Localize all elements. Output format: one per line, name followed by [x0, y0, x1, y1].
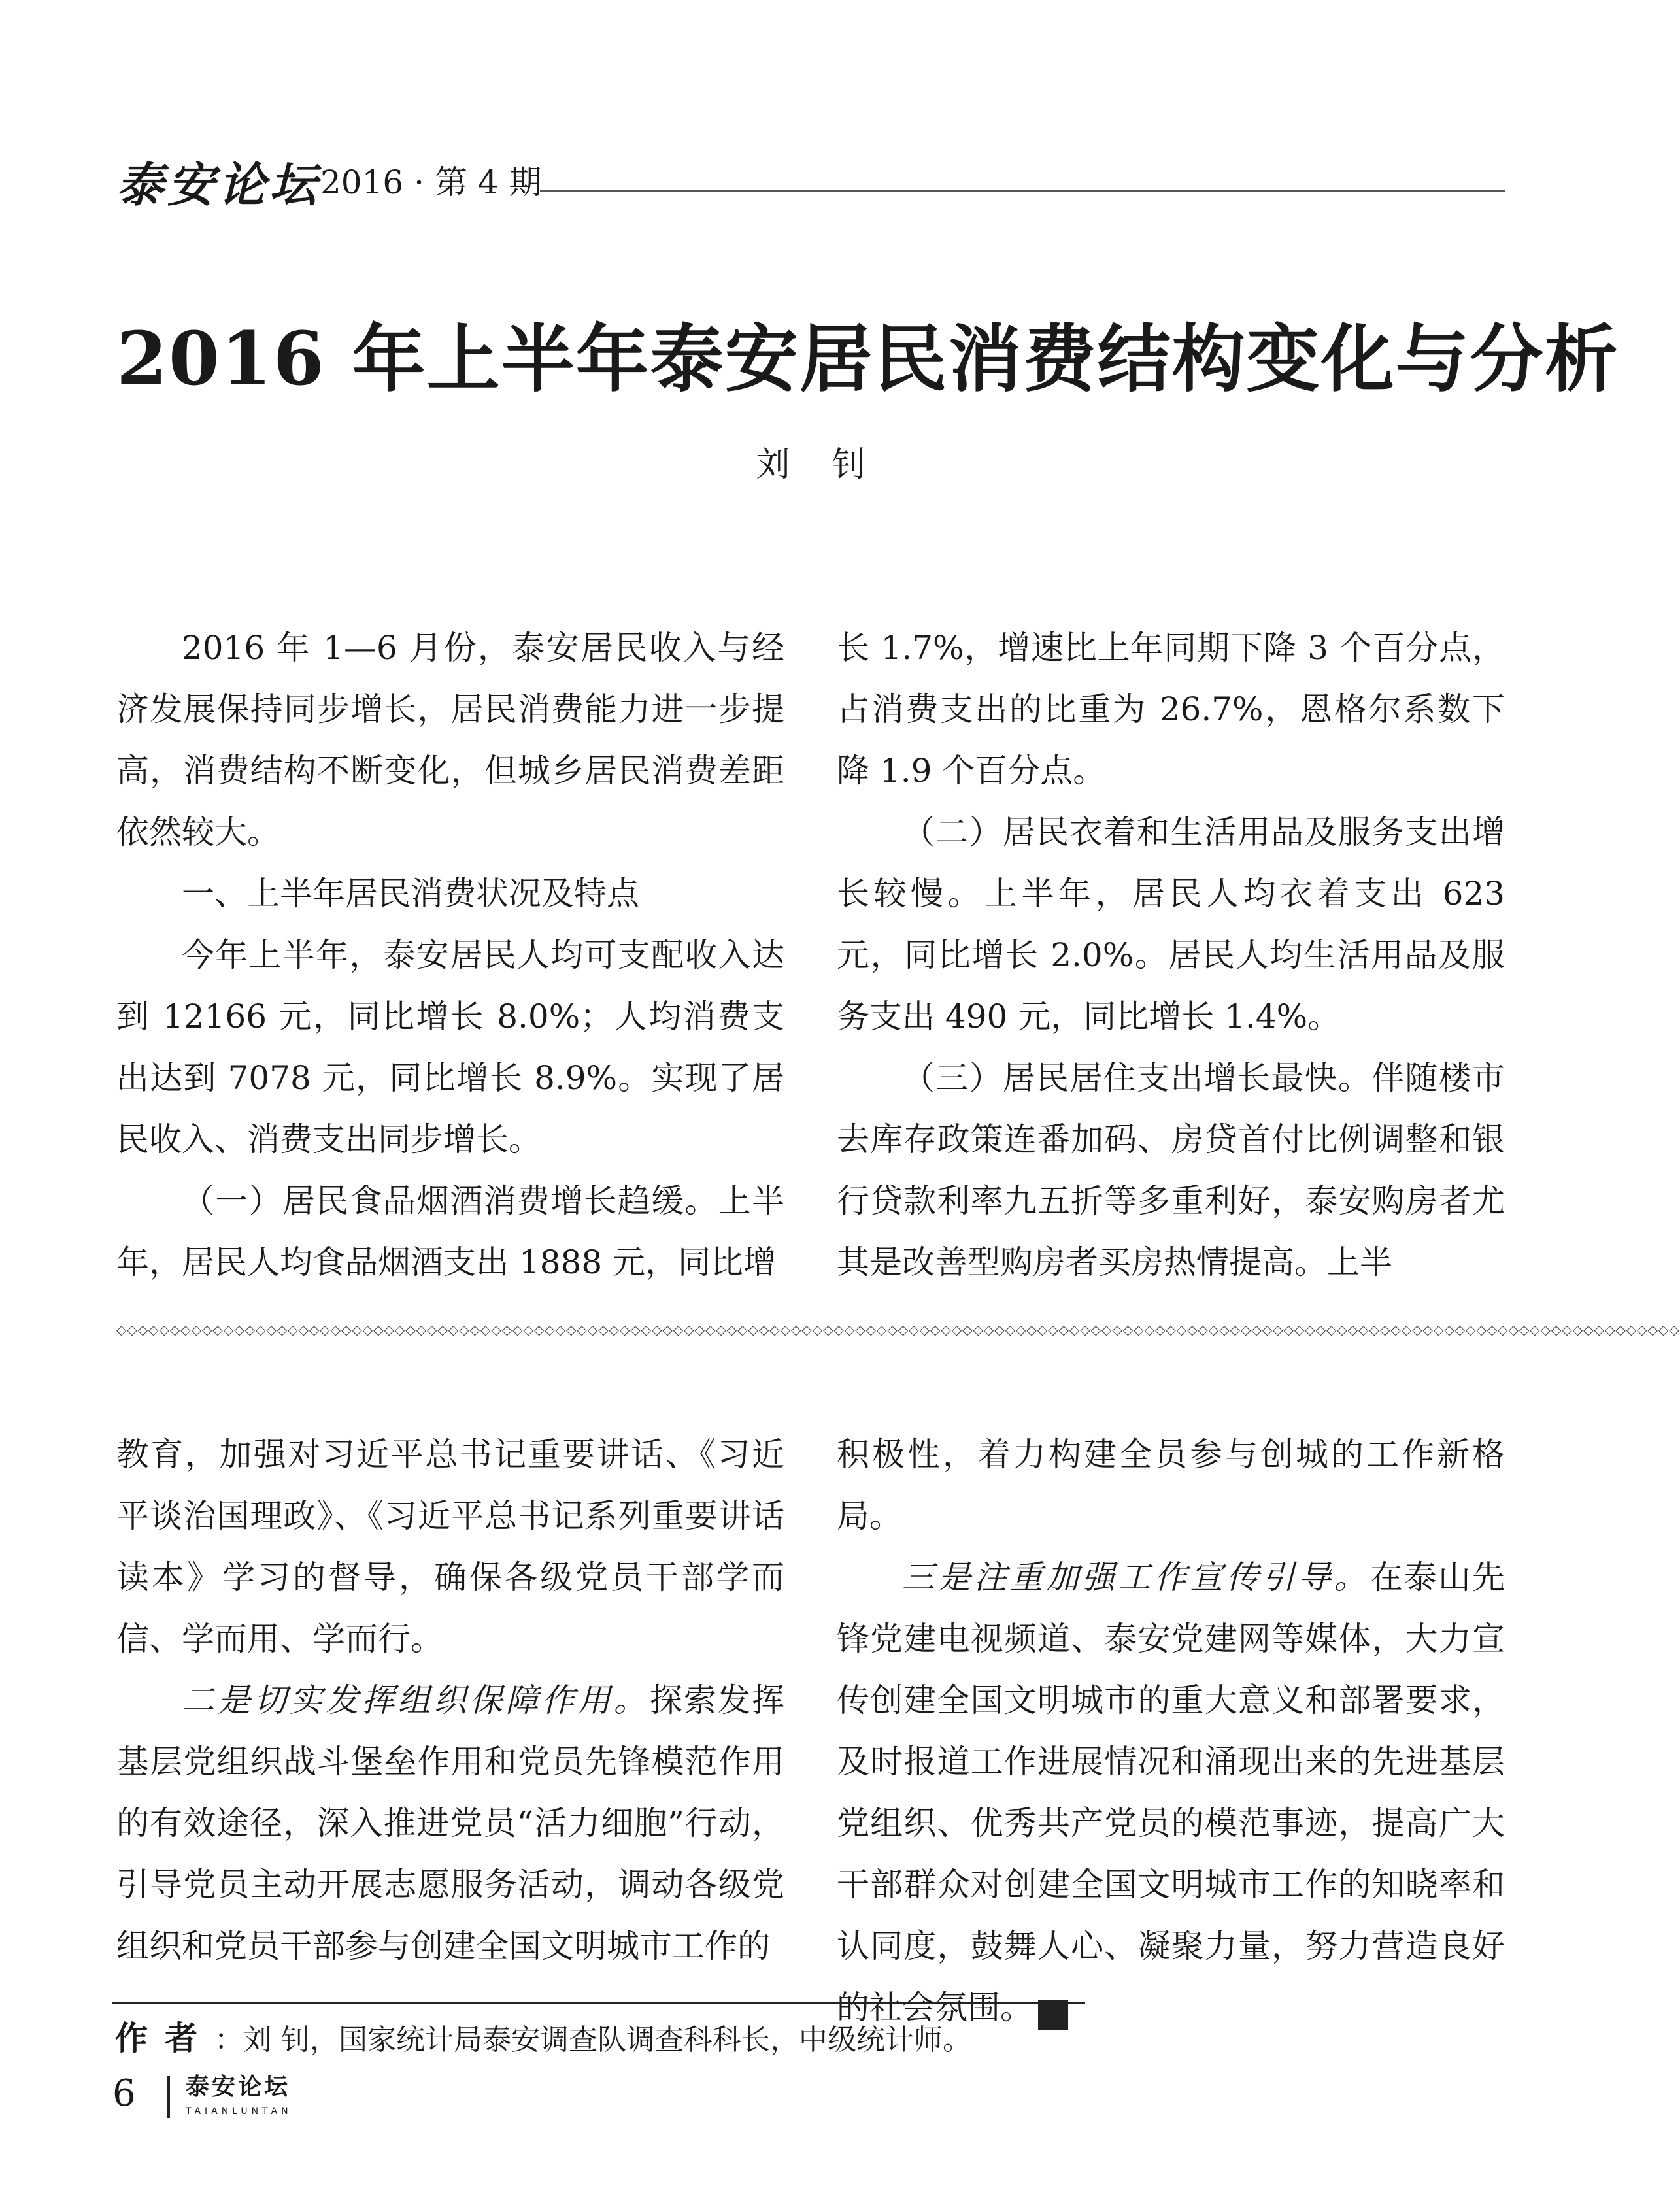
- article-separator: ◇◇◇◇◇◇◇◇◇◇◇◇◇◇◇◇◇◇◇◇◇◇◇◇◇◇◇◇◇◇◇◇◇◇◇◇◇◇◇◇◇◇◇◇◇◇◇◇◇◇◇◇◇◇◇◇◇◇◇◇◇◇◇◇◇◇◇◇◇◇◇◇◇◇◇◇◇◇◇◇◇◇◇◇◇◇◇◇◇◇◇◇◇◇◇◇◇◇◇◇◇◇◇◇◇◇◇◇◇◇◇◇◇◇◇◇◇◇◇◇◇◇◇◇◇◇◇◇◇◇◇◇◇◇◇◇◇◇◇◇◇◇◇◇◇◇: [116, 1322, 1680, 1337]
- paragraph: [116, 1670, 784, 1977]
- article-title: 2016 年上半年泰安居民消费结构变化与分析: [116, 316, 1619, 402]
- page-number: 6: [112, 2072, 136, 2115]
- paragraph: （一）居民食品烟酒消费增长趋缓。上半年，居民人均食品烟酒支出 1888 元，同比增: [116, 1182, 784, 1281]
- article-author: 刘钊: [756, 445, 908, 484]
- author-note: [115, 2012, 971, 2059]
- paragraph-lead: 三是注重加强工作宣传引导。: [902, 1558, 1370, 1596]
- author-note-text: ：刘 钊，国家统计局泰安调查队调查科科长，中级统计师。: [214, 2023, 971, 2057]
- footer-journal-name-en: TAIANLUNTAN: [186, 2106, 292, 2117]
- footer-divider: [167, 2076, 170, 2118]
- paragraph: 长 1.7%，增速比上年同期下降 3 个百分点，占消费支出的比重为 26.7%，恩格尔系数下降 1.9 个百分点。: [837, 629, 1505, 790]
- paragraph: （二）居民衣着和生活用品及服务支出增长较慢。上半年，居民人均衣着支出 623 元，同比增长 2.0%。居民人均生活用品及服务支出 490 元，同比增长 1.4%。: [837, 813, 1505, 1035]
- paragraph: 积极性，着力构建全员参与创城的工作新格局。: [837, 1436, 1505, 1535]
- paragraph: （三）居民居住支出增长最快。伴随楼市去库存政策连番加码、房贷首付比例调整和银行贷款利率九五折等多重利好，泰安购房者尤其是改善型购房者买房热情提高。上半: [837, 1059, 1505, 1281]
- article-end-icon: 泰: [1038, 2000, 1068, 2030]
- section-heading: 一、上半年居民消费状况及特点: [182, 875, 639, 913]
- journal-logo: 泰安论坛: [116, 157, 321, 212]
- paragraph: [837, 1547, 1505, 2038]
- text-column-3: [116, 1424, 784, 1977]
- paragraph: 教育，加强对习近平总书记重要讲话、《习近平谈治国理政》、《习近平总书记系列重要讲话读本》学习的督导，确保各级党员干部学而信、学而用、学而行。: [116, 1436, 784, 1658]
- issue-label: 2016 · 第 4 期: [320, 163, 542, 201]
- running-header: [116, 147, 1505, 212]
- text-column-1: [116, 617, 784, 1293]
- paragraph: 今年上半年，泰安居民人均可支配收入达到 12166 元，同比增长 8.0%；人均消费支出达到 7078 元，同比增长 8.9%。实现了居民收入、消费支出同步增长。: [116, 936, 784, 1158]
- author-note-label: 作者: [115, 2019, 214, 2057]
- paragraph-lead: 二是切实发挥组织保障作用。: [182, 1681, 650, 1719]
- footer-journal-name: 泰安论坛: [186, 2074, 291, 2100]
- text-column-4: [837, 1424, 1505, 2038]
- paragraph: 2016 年 1—6 月份，泰安居民收入与经济发展保持同步增长，居民消费能力进一步提高，消费结构不断变化，但城乡居民消费差距依然较大。: [116, 629, 784, 851]
- author-note-rule: [112, 2002, 1085, 2004]
- paragraph-body: 在泰山先锋党建电视频道、泰安党建网等媒体，大力宣传创建全国文明城市的重大意义和部署要求，及时报道工作进展情况和涌现出来的先进基层党组织、优秀共产党员的模范事迹，提高广大干部群众对创建全国文明城市工作的知晓率和认同度，鼓舞人心、凝聚力量，努力营造良好的社会氛围。: [837, 1558, 1505, 2026]
- header-rule: [540, 190, 1505, 192]
- paragraph-body: 探索发挥基层党组织战斗堡垒作用和党员先锋模范作用的有效途径，深入推进党员“活力细胞”行动，引导党员主动开展志愿服务活动，调动各级党组织和党员干部参与创建全国文明城市工作的: [116, 1681, 784, 1965]
- text-column-2: [837, 617, 1505, 1293]
